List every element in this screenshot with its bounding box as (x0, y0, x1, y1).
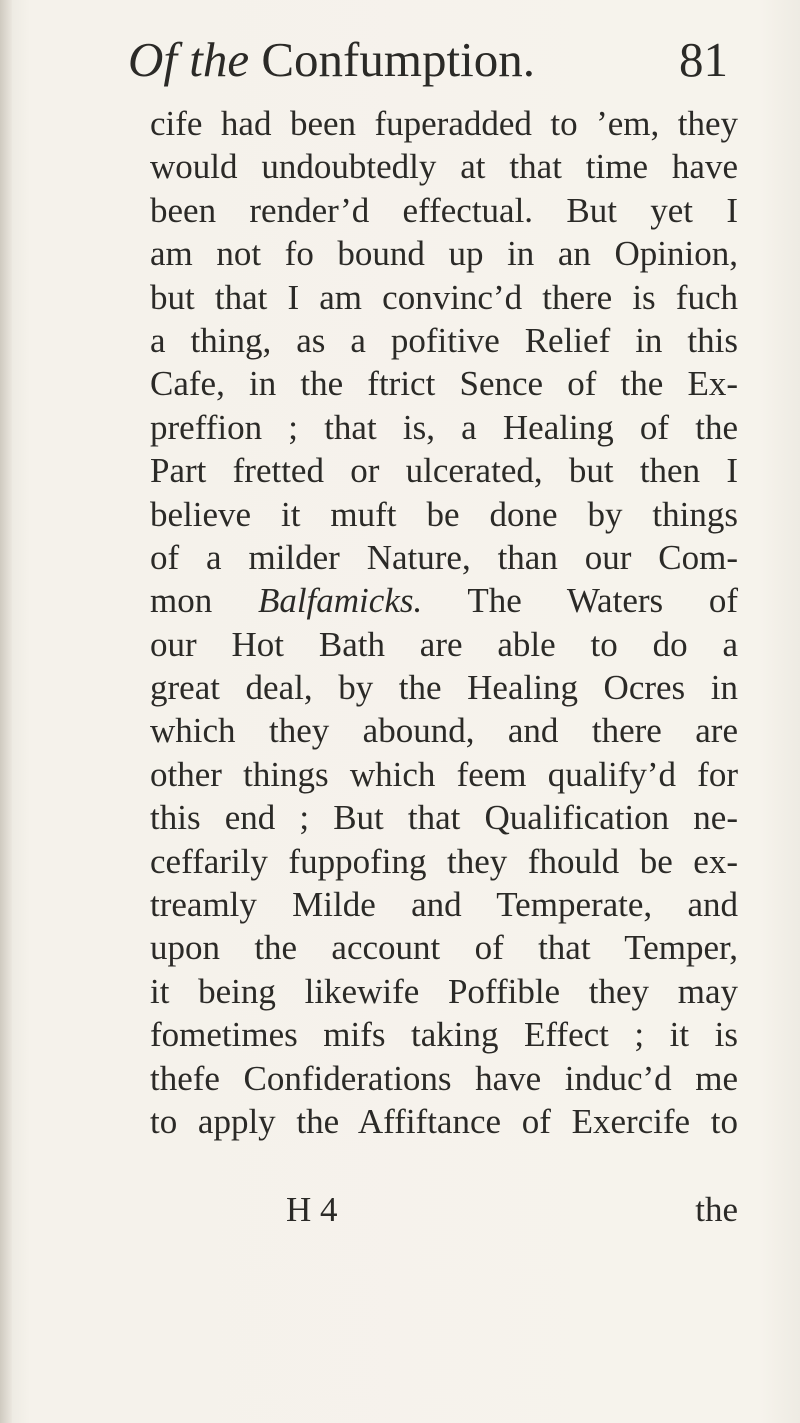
page-number: 81 (679, 32, 728, 87)
text-line: Part fretted or ulcerated, but then I (150, 451, 738, 491)
signature-mark: H 4 (286, 1190, 338, 1229)
text-line: great deal, by the Healing Ocres in (150, 668, 738, 708)
text-line: our Hot Bath are able to do a (150, 624, 738, 664)
text-segment: The Waters of (467, 581, 738, 621)
text-line: cife had been fuperadded to ’em, they (150, 104, 738, 143)
text-line: this end ; But that Qualification ne- (150, 798, 738, 838)
text-line: been render’d effectual. But yet I (150, 190, 738, 230)
text-line: am not fo bound up in an Opinion, (150, 234, 738, 274)
running-title-roman: Confumption. (249, 32, 535, 87)
text-line: believe it muft be done by things (150, 494, 738, 534)
text-line: it being likewife Poffible they may (150, 971, 738, 1011)
text-line: to apply the Affiftance of Exercife to (150, 1101, 738, 1141)
text-line: a thing, as a pofitive Relief in this (150, 320, 738, 360)
text-line: ceffarily fuppofing they fhould be ex- (150, 841, 738, 881)
running-title-italic: Of the (128, 32, 250, 87)
text-line: treamly Milde and Temperate, and (150, 885, 738, 925)
text-segment: mon (150, 581, 213, 621)
running-header (128, 30, 728, 90)
text-line: fometimes mifs taking Effect ; it is (150, 1015, 738, 1055)
text-line: other things which feem qualify’d for (150, 754, 738, 794)
page-footer (150, 1188, 738, 1232)
text-line: but that I am convinc’d there is fuch (150, 277, 738, 317)
text-line: of a milder Nature, than our Com- (150, 537, 738, 577)
text-line: preffion ; that is, a Healing of the (150, 407, 738, 447)
text-line: Cafe, in the ftrict Sence of the Ex- (150, 364, 738, 404)
body-text (150, 102, 738, 1143)
italic-term: Balfamicks. (257, 581, 423, 621)
text-line: would undoubtedly at that time have (150, 147, 738, 187)
text-line: upon the account of that Temper, (150, 928, 738, 968)
text-line-mixed (150, 579, 738, 622)
running-title (128, 30, 535, 90)
catchword: the (695, 1190, 738, 1229)
page-gutter (0, 0, 12, 1423)
text-line: which they abound, and there are (150, 711, 738, 751)
text-line: thefe Confiderations have induc’d me (150, 1058, 738, 1098)
